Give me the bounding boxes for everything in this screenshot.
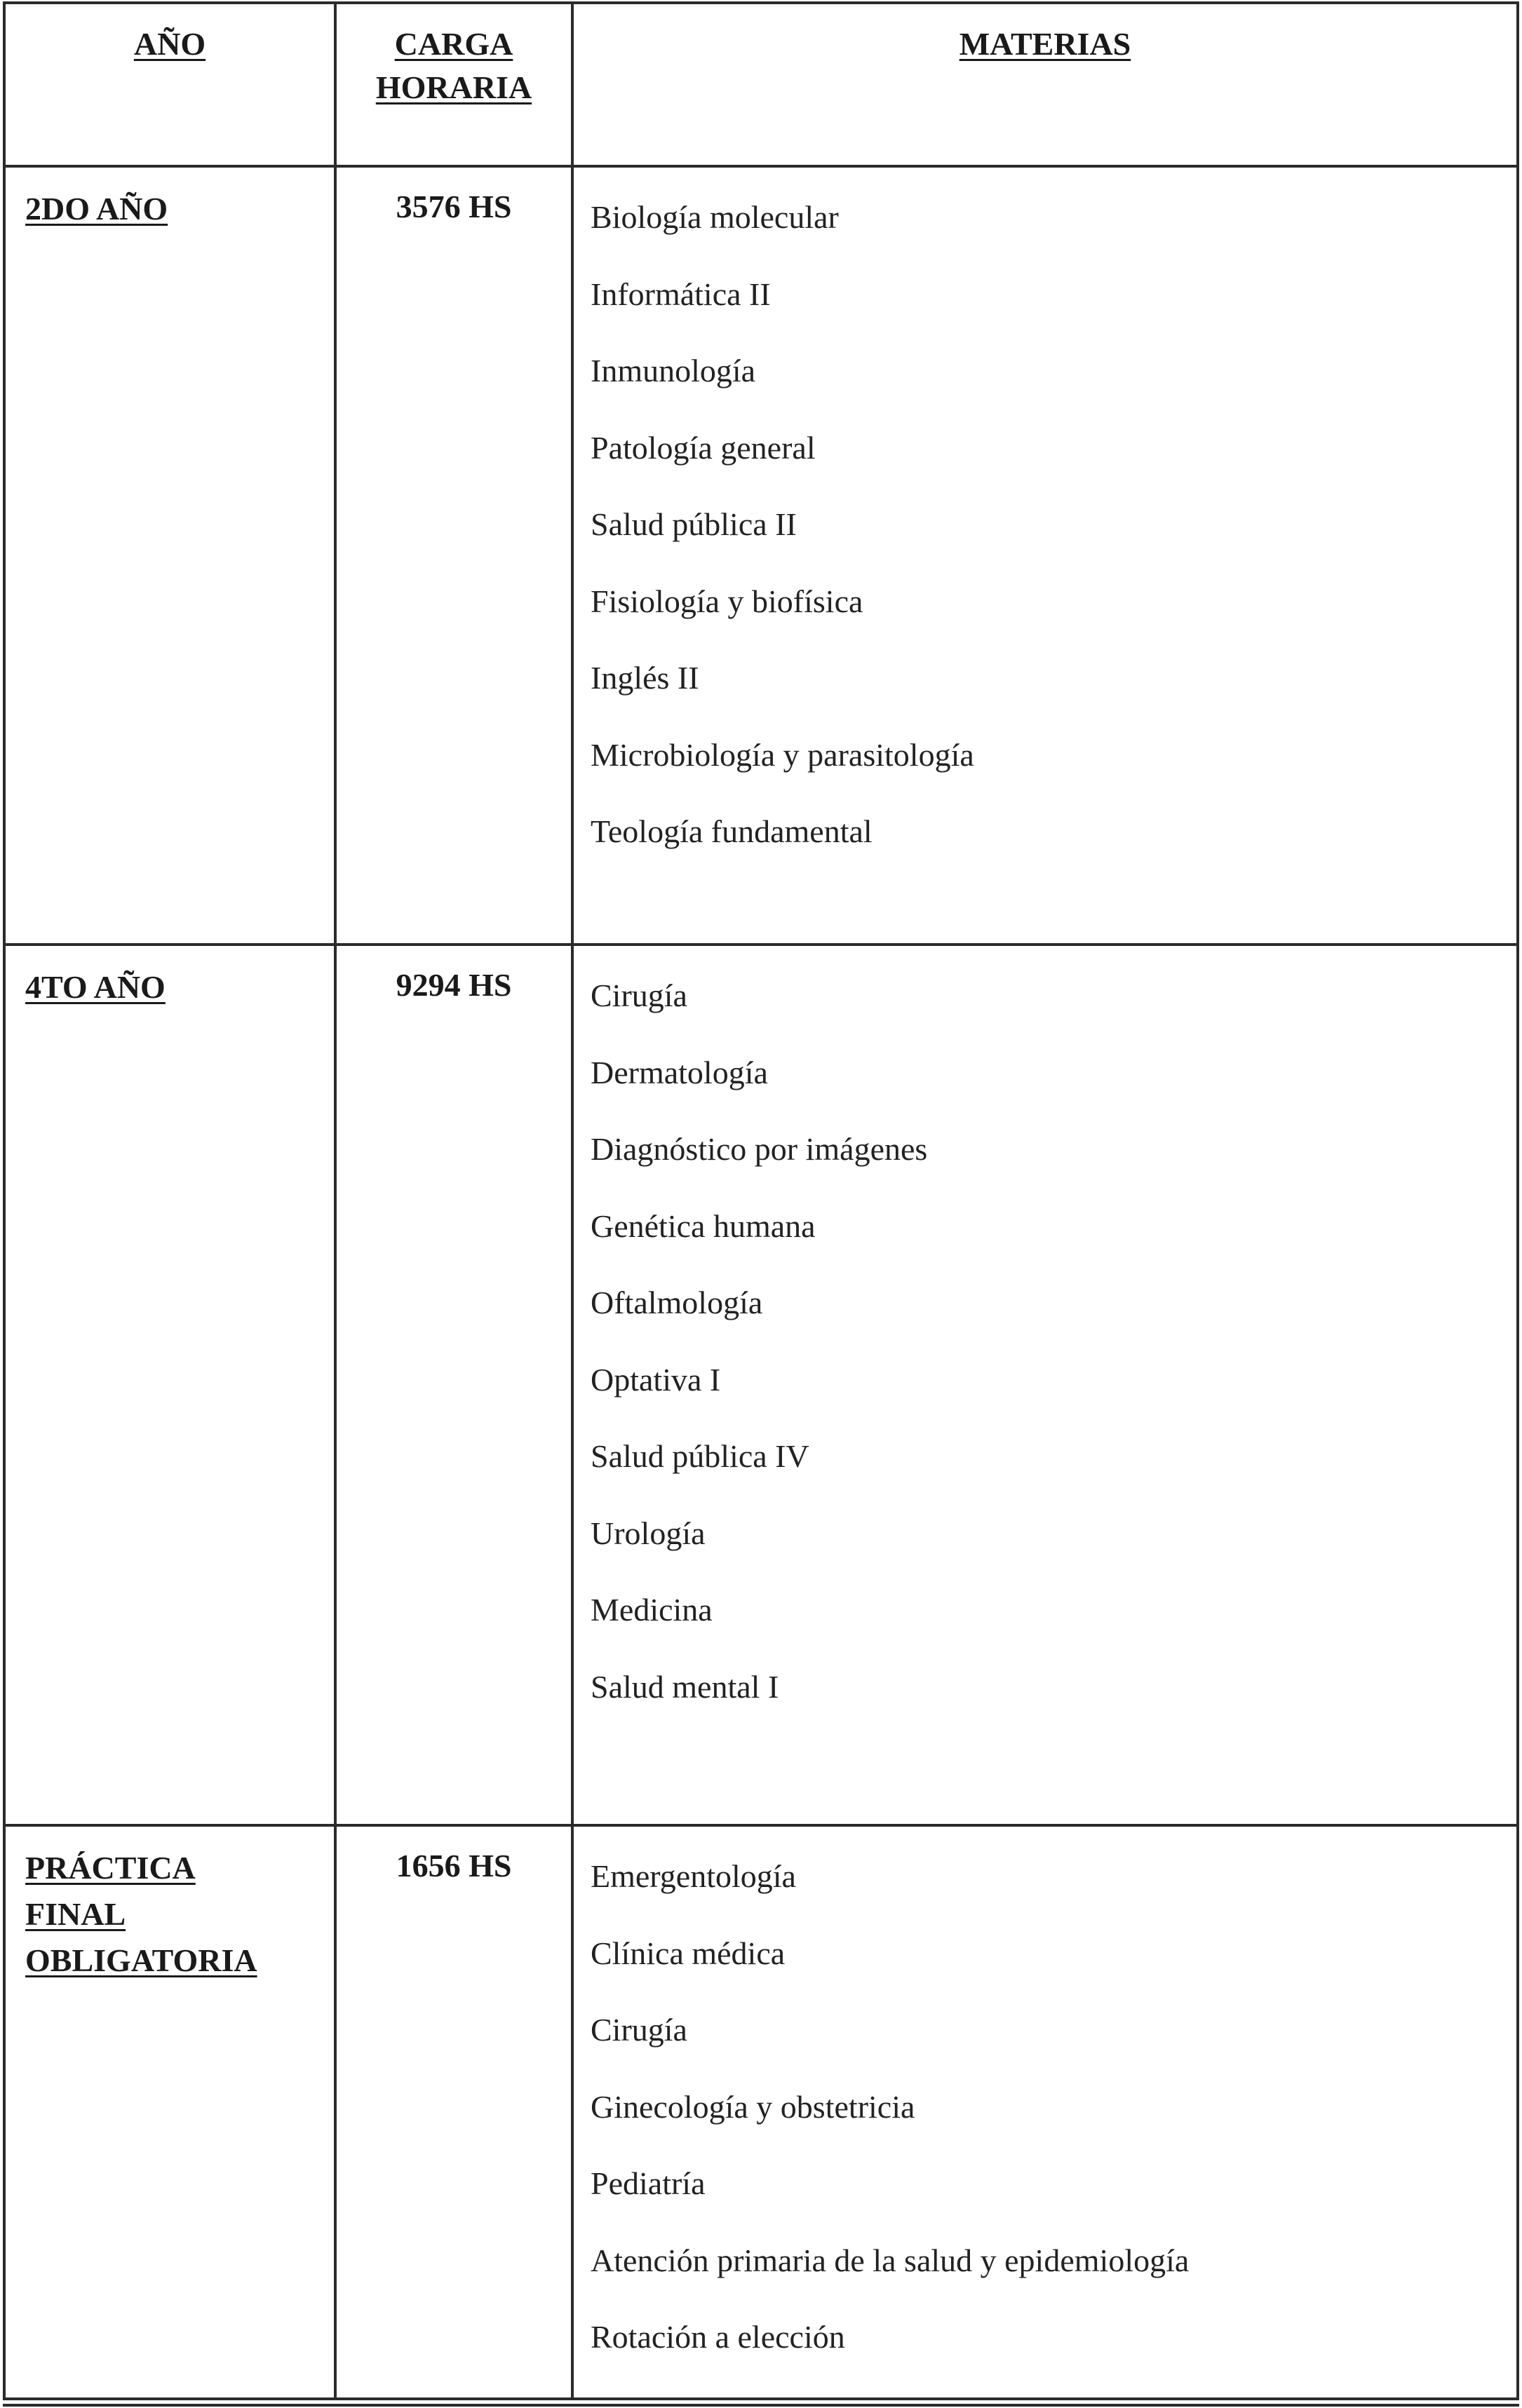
subject-label: Pediatría <box>591 2165 706 2201</box>
hours-cell <box>335 945 572 1825</box>
subjects-cell <box>572 1825 1518 2399</box>
header-subjects: MATERIAS <box>959 26 1131 62</box>
list-item <box>591 567 1516 644</box>
hours-label: 1656 HS <box>396 1848 512 1883</box>
list-item <box>591 1346 1516 1423</box>
subject-label: Inmunología <box>591 353 756 388</box>
subject-label: Ginecología y obstetricia <box>591 2088 915 2125</box>
subject-list <box>591 961 1516 1729</box>
table-row <box>4 1825 1518 2399</box>
list-item <box>591 2226 1516 2304</box>
subject-label: Fisiología y biofísica <box>591 583 863 619</box>
subject-label: Salud pública II <box>591 506 797 542</box>
subject-label: Informática II <box>591 276 771 312</box>
table-header-row <box>4 3 1518 166</box>
year-cell <box>4 945 335 1825</box>
list-item <box>591 1842 1516 1919</box>
hours-label: 3576 HS <box>396 189 512 224</box>
list-item <box>591 644 1516 721</box>
list-item <box>591 1919 1516 1996</box>
subject-label: Urología <box>591 1515 706 1551</box>
list-item <box>591 1422 1516 1499</box>
subject-label: Teología fundamental <box>591 813 873 849</box>
list-item <box>591 2303 1516 2380</box>
subjects-cell <box>572 945 1518 1825</box>
list-item <box>591 490 1516 567</box>
list-item <box>591 1192 1516 1269</box>
subject-label: Emergentología <box>591 1858 796 1894</box>
list-item <box>591 721 1516 798</box>
list-item <box>591 337 1516 414</box>
subject-label: Oftalmología <box>591 1285 763 1320</box>
subject-list <box>591 1842 1516 2380</box>
list-item <box>591 1499 1516 1576</box>
subject-label: Rotación a elección <box>591 2319 845 2355</box>
curriculum-table <box>3 1 1519 2400</box>
year-label: 4TO AÑO <box>25 969 166 1005</box>
hours-cell <box>335 166 572 945</box>
subject-label: Inglés II <box>591 660 699 696</box>
year-cell <box>4 166 335 945</box>
list-item <box>591 2149 1516 2226</box>
subject-label: Atención primaria de la salud y epidemiología <box>591 2242 1190 2278</box>
subject-label: Patología general <box>591 429 816 466</box>
hours-cell <box>335 1825 572 2399</box>
year-cell <box>4 1825 335 2399</box>
list-item <box>591 1576 1516 1653</box>
hours-label: 9294 HS <box>396 967 512 1003</box>
list-item <box>591 797 1516 874</box>
bottom-double-rule <box>3 2404 1519 2407</box>
year-label: PRÁCTICA FINAL OBLIGATORIA <box>25 1850 257 1978</box>
list-item <box>591 260 1516 337</box>
year-label: 2DO AÑO <box>25 191 168 226</box>
subject-label: Biología molecular <box>591 199 839 235</box>
subject-label: Clínica médica <box>591 1935 786 1971</box>
header-hours: CARGA HORARIA <box>375 26 532 105</box>
list-item <box>591 961 1516 1039</box>
header-year-cell <box>4 3 335 166</box>
subject-list <box>591 183 1516 874</box>
table-row <box>4 166 1518 945</box>
subjects-cell <box>572 166 1518 945</box>
list-item <box>591 1996 1516 2073</box>
subject-label: Medicina <box>591 1592 713 1628</box>
list-item <box>591 2073 1516 2150</box>
list-item <box>591 414 1516 491</box>
subject-label: Cirugía <box>591 978 687 1013</box>
subject-label: Cirugía <box>591 2012 687 2048</box>
list-item <box>591 183 1516 260</box>
list-item <box>591 1039 1516 1116</box>
header-hours-cell <box>335 3 572 166</box>
subject-label: Salud mental I <box>591 1668 779 1705</box>
subject-label: Salud pública IV <box>591 1438 809 1474</box>
header-year: AÑO <box>133 26 206 62</box>
subject-label: Microbiología y parasitología <box>591 736 974 773</box>
subject-label: Genética humana <box>591 1208 816 1244</box>
subject-label: Dermatología <box>591 1054 768 1090</box>
header-subjects-cell <box>572 3 1518 166</box>
list-item <box>591 1269 1516 1346</box>
table-row <box>4 945 1518 1825</box>
subject-label: Diagnóstico por imágenes <box>591 1131 928 1167</box>
subject-label: Optativa I <box>591 1361 721 1398</box>
list-item <box>591 1115 1516 1192</box>
list-item <box>591 1653 1516 1730</box>
